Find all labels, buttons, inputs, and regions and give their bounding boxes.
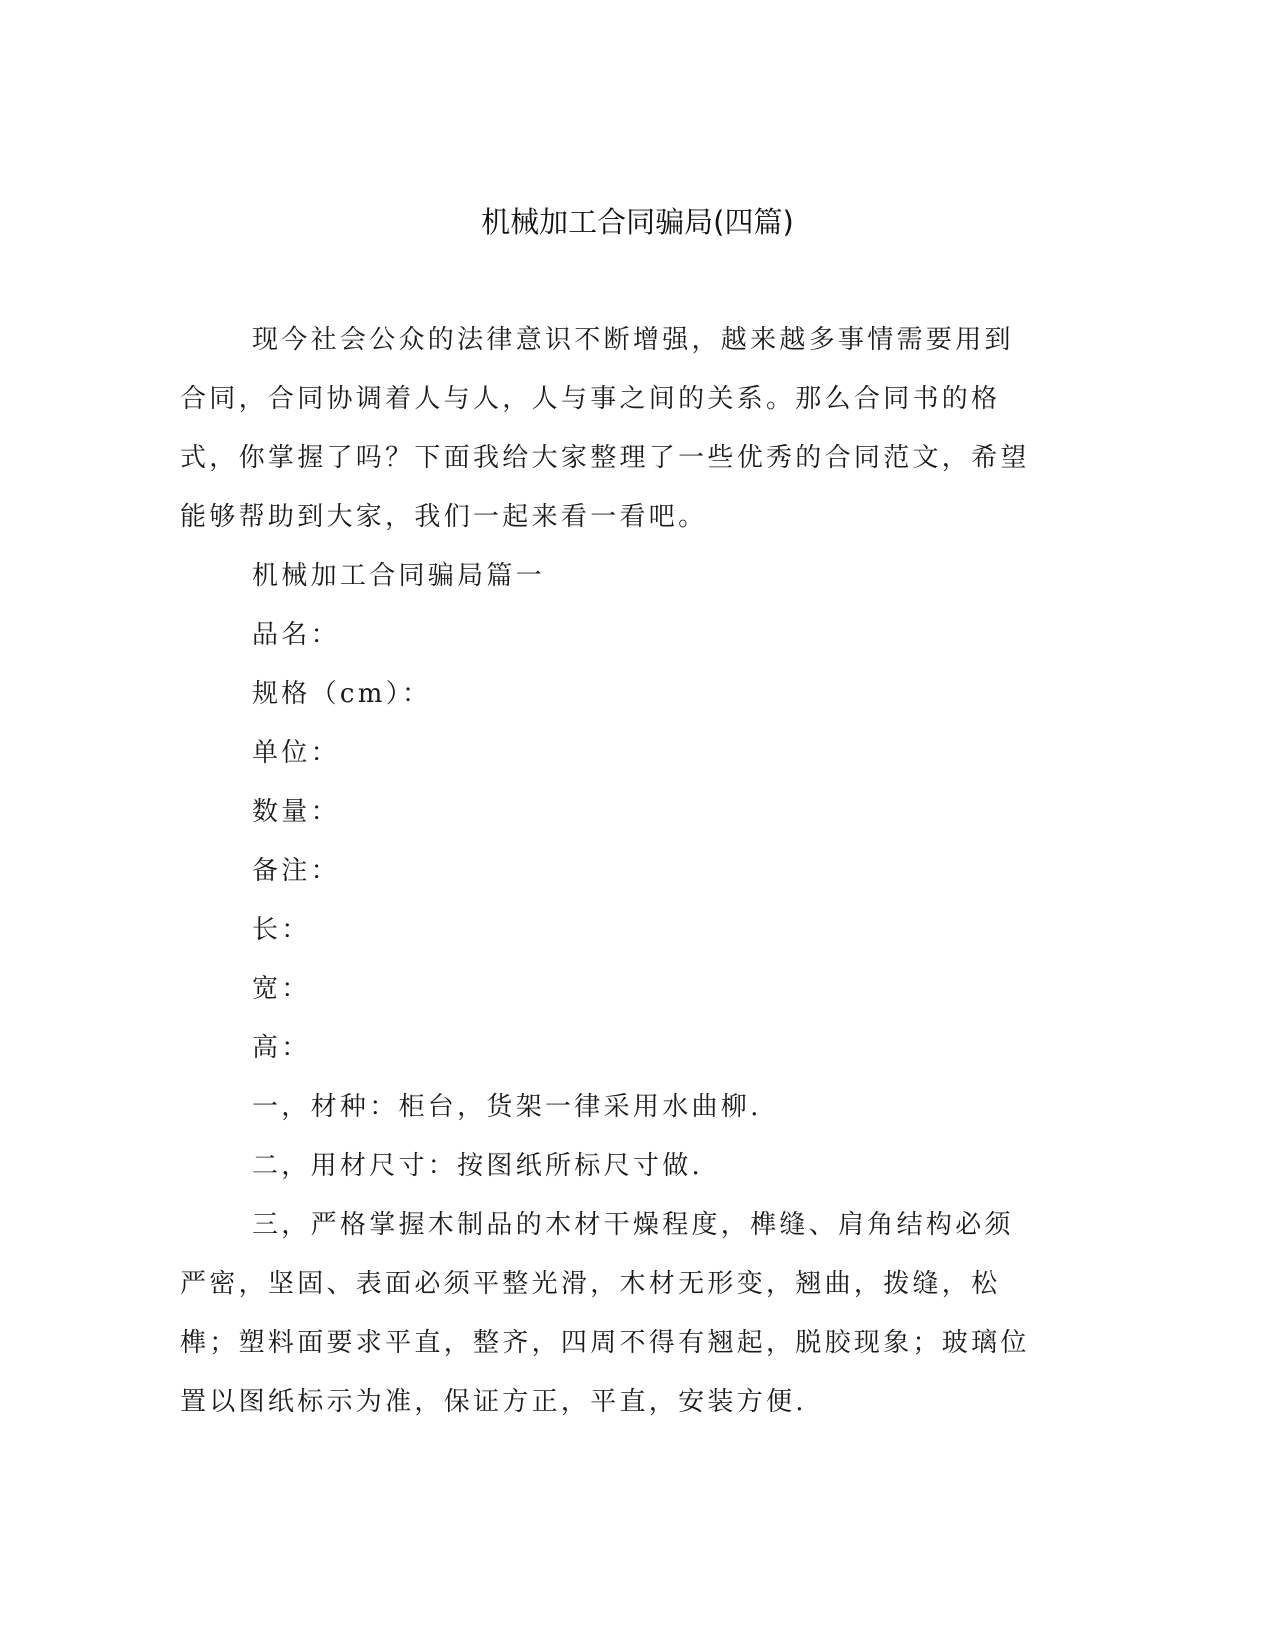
field-height: 高：: [252, 1033, 311, 1063]
field-unit: 单位：: [252, 738, 340, 768]
document-body: [180, 311, 1030, 1432]
document-title: 机械加工合同骗局(四篇): [481, 205, 794, 239]
intro-paragraph: 现今社会公众的法律意识不断增强，越来越多事情需要用到合同，合同协调着人与人，人与事之间的关系。那么合同书的格式，你掌握了吗？下面我给大家整理了一些优秀的合同范文，希望能够帮助到大家，我们一起来看一看吧。: [180, 325, 1030, 532]
clause-1: 一，材种：柜台，货架一律采用水曲柳.: [252, 1092, 762, 1122]
field-length: 长：: [252, 915, 311, 945]
section-heading: 机械加工合同骗局篇一: [252, 561, 546, 591]
clause-2: 二，用材尺寸：按图纸所标尺寸做.: [252, 1151, 704, 1181]
clause-3: 三，严格掌握木制品的木材干燥程度，榫缝、肩角结构必须严密，坚固、表面必须平整光滑，木材无形变，翘曲，拨缝，松榫；塑料面要求平直，整齐，四周不得有翘起，脱胶现象；玻璃位置以图纸标示为准，保证方正，平直，安装方便.: [180, 1210, 1030, 1417]
field-width: 宽：: [252, 974, 311, 1004]
field-specification: 规格（cm）：: [252, 679, 432, 709]
field-remarks: 备注：: [252, 856, 340, 886]
field-quantity: 数量：: [252, 797, 340, 827]
field-product-name: 品名：: [252, 620, 340, 650]
